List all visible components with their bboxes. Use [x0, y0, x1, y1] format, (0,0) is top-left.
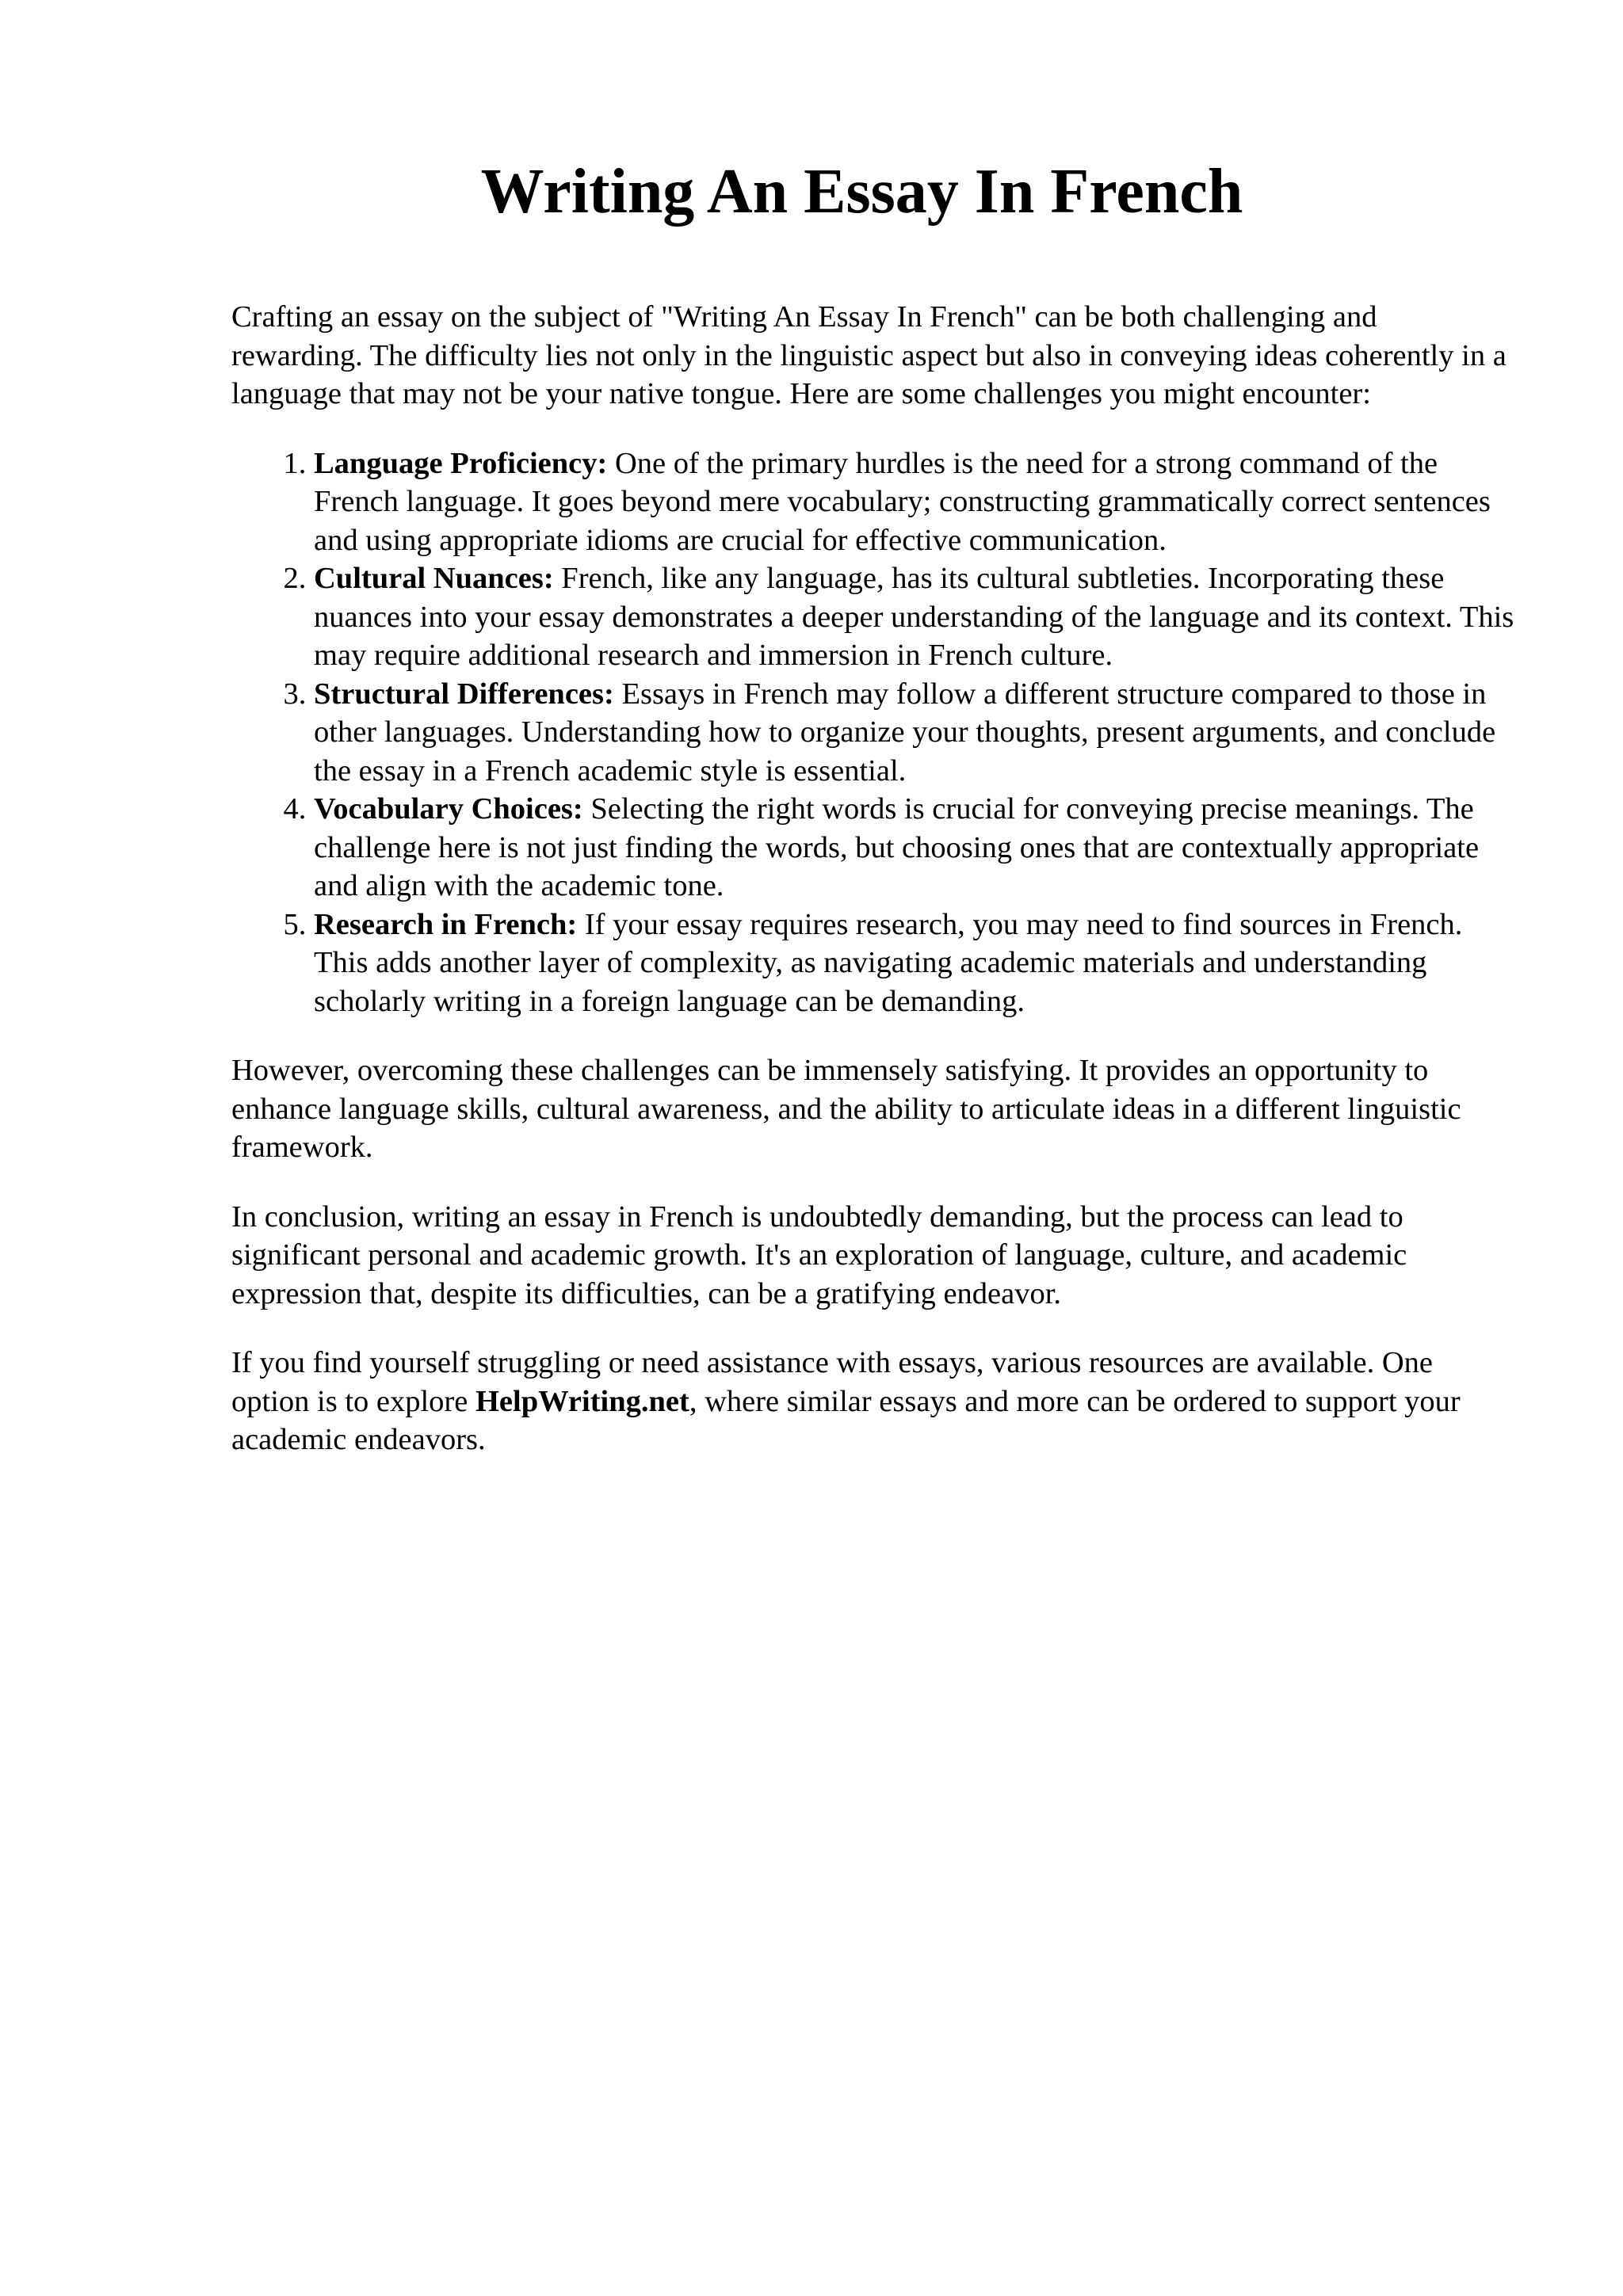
list-item	[314, 559, 1515, 675]
list-item-heading: Cultural Nuances:	[314, 562, 554, 595]
document-body	[231, 298, 1515, 1490]
however-paragraph: However, overcoming these challenges can be immensely satisfying. It provides an opportunity to enhance language skills, cultural awareness, and the ability to articulate ideas in a different linguistic framework.	[231, 1054, 1461, 1164]
list-item-heading: Structural Differences:	[314, 677, 614, 711]
list-item-text: One of the primary hurdles is the need for a strong command of the French language. It goes beyond mere vocabulary; constructing grammatically correct sentences and using appropriate idioms are crucial for effective communication.	[314, 446, 1491, 557]
list-item	[314, 444, 1515, 560]
conclusion-paragraph: In conclusion, writing an essay in French is undoubtedly demanding, but the process can lead to significant personal and academic growth. It's an exploration of language, culture, and academic expression that, despite its difficulties, can be a gratifying endeavor.	[231, 1199, 1407, 1310]
list-item	[314, 906, 1515, 1021]
list-item	[314, 790, 1515, 906]
list-item	[314, 675, 1515, 791]
closing-text-after: , where similar essays and more can be ordered to support your academic endeavors.	[231, 1384, 1461, 1456]
list-item-heading: Language Proficiency:	[314, 446, 608, 480]
list-item-text: French, like any language, has its cultural subtleties. Incorporating these nuances into your essay demonstrates a deeper understanding of the language and its context. This may require additional research and immersion in French culture.	[314, 562, 1514, 672]
helpwriting-link[interactable]: HelpWriting.net	[475, 1384, 689, 1418]
list-item-heading: Vocabulary Choices:	[314, 792, 583, 826]
list-item-heading: Research in French:	[314, 907, 578, 941]
list-item-text: Selecting the right words is crucial for conveying precise meanings. The challenge here is not just finding the words, but choosing ones that are contextually appropriate and align with the academic tone.	[314, 792, 1480, 902]
list-item-text: If your essay requires research, you may need to find sources in French. This adds another layer of complexity, as navigating academic materials and understanding scholarly writing in a foreign language can be demanding.	[314, 907, 1463, 1018]
closing-text-before: If you find yourself struggling or need assistance with essays, various resources are available. One option is to explore	[231, 1346, 1434, 1418]
challenges-list	[231, 444, 1515, 1021]
list-item-text: Essays in French may follow a different structure compared to those in other languages. Understanding how to organize your thoughts, present arguments, and conclude the essay in a French academic style is essential.	[314, 677, 1496, 788]
intro-paragraph: Crafting an essay on the subject of "Writing An Essay In French" can be both challenging and rewarding. The difficulty lies not only in the linguistic aspect but also in conveying ideas coherently in a language that may not be your native tongue. Here are some challenges you might encounter:	[231, 300, 1507, 410]
document-title: Writing An Essay In French	[480, 157, 1243, 227]
closing-paragraph	[231, 1344, 1515, 1459]
